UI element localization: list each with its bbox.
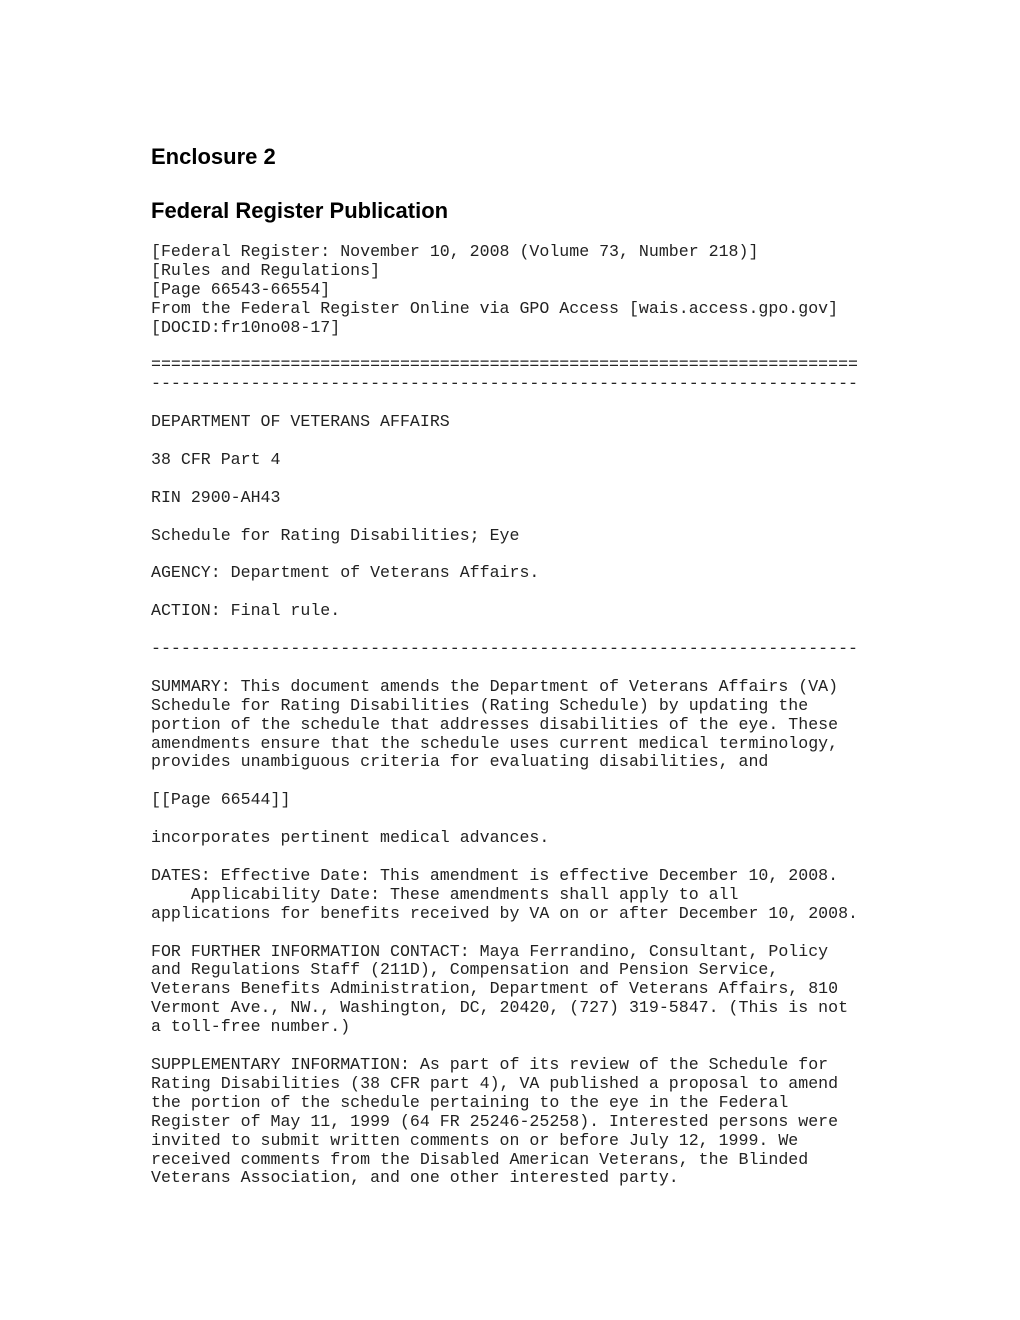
text-line — [151, 470, 858, 489]
text-line: portion of the schedule that addresses disabilities of the eye. These — [151, 714, 839, 734]
text-line: From the Federal Register Online via GPO Access [wais.access.gpo.gov] — [151, 298, 839, 318]
text-line: ======================================================================= — [151, 355, 859, 375]
text-line — [151, 848, 858, 867]
text-line — [151, 338, 858, 357]
text-line: Register of May 11, 1999 (64 FR 25246-25258). Interested persons were — [151, 1111, 839, 1131]
text-line: Veterans Association, and one other interested party. — [151, 1168, 679, 1188]
text-line: [[Page 66544]] — [151, 790, 291, 810]
text-line — [151, 583, 858, 602]
text-line: DATES: Effective Date: This amendment is effective December 10, 2008. — [151, 865, 839, 885]
text-line: and Regulations Staff (211D), Compensation and Pension Service, — [151, 960, 779, 980]
text-line — [151, 810, 858, 829]
text-line: provides unambiguous criteria for evaluating disabilities, and — [151, 752, 769, 772]
text-line — [151, 621, 858, 640]
text-line: the portion of the schedule pertaining to the eye in the Federal — [151, 1092, 789, 1112]
text-line: SUMMARY: This document amends the Department of Veterans Affairs (VA) — [151, 676, 839, 696]
text-line: Veterans Benefits Administration, Department of Veterans Affairs, 810 — [151, 979, 839, 999]
enclosure-heading: Enclosure 2 — [151, 144, 276, 169]
text-line: Schedule for Rating Disabilities; Eye — [151, 525, 520, 545]
text-line: a toll-free number.) — [151, 1017, 351, 1037]
text-line: invited to submit written comments on or before July 12, 1999. We — [151, 1130, 799, 1150]
text-line — [151, 508, 858, 527]
text-line: FOR FURTHER INFORMATION CONTACT: Maya Ferrandino, Consultant, Policy — [151, 941, 829, 961]
text-line: DEPARTMENT OF VETERANS AFFAIRS — [151, 412, 450, 432]
text-line: [Federal Register: November 10, 2008 (Volume 73, Number 218)] — [151, 242, 759, 261]
text-line: AGENCY: Department of Veterans Affairs. — [151, 563, 540, 583]
text-line: incorporates pertinent medical advances. — [151, 828, 550, 848]
text-line: [Page 66543-66554] — [151, 279, 331, 299]
text-line: RIN 2900-AH43 — [151, 487, 281, 507]
text-line: [DOCID:fr10no08-17] — [151, 317, 341, 337]
text-line — [151, 924, 858, 943]
text-line — [151, 659, 858, 678]
text-line: amendments ensure that the schedule uses current medical terminology, — [151, 733, 839, 753]
text-line — [151, 1037, 858, 1056]
text-line: received comments from the Disabled American Veterans, the Blinded — [151, 1149, 809, 1169]
text-line: 38 CFR Part 4 — [151, 449, 281, 469]
federal-register-text — [151, 243, 858, 1188]
text-line: ACTION: Final rule. — [151, 601, 341, 621]
text-line — [151, 394, 858, 413]
text-line: ----------------------------------------------------------------------- — [151, 374, 859, 394]
text-line — [151, 772, 858, 791]
text-line: Applicability Date: These amendments shall apply to all — [151, 884, 739, 904]
text-line — [151, 432, 858, 451]
text-line: Rating Disabilities (38 CFR part 4), VA published a proposal to amend — [151, 1073, 839, 1093]
text-line — [151, 546, 858, 565]
text-line: SUPPLEMENTARY INFORMATION: As part of its review of the Schedule for — [151, 1054, 829, 1074]
text-line: ----------------------------------------------------------------------- — [151, 639, 859, 659]
text-line: applications for benefits received by VA on or after December 10, 2008. — [151, 903, 859, 923]
text-line: Schedule for Rating Disabilities (Rating Schedule) by updating the — [151, 695, 809, 715]
text-line: [Rules and Regulations] — [151, 260, 381, 280]
text-line: Vermont Ave., NW., Washington, DC, 20420, (727) 319-5847. (This is not — [151, 998, 849, 1018]
publication-heading: Federal Register Publication — [151, 198, 449, 223]
